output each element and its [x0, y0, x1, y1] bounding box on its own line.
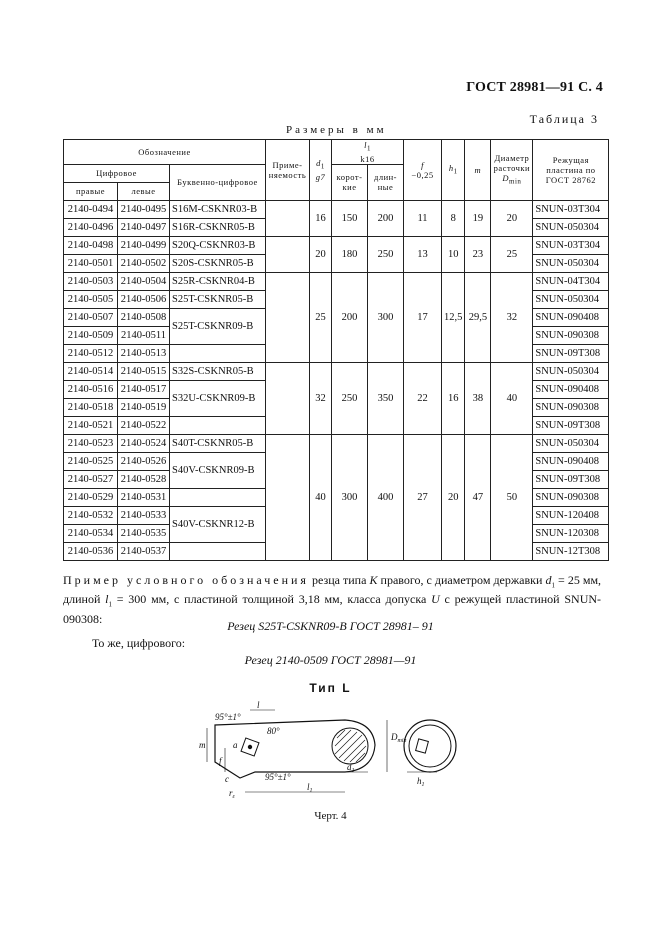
cell-dmin: 50 — [491, 434, 533, 560]
shank-section — [332, 728, 368, 764]
cell-right-code: 2140-0534 — [64, 524, 118, 542]
table-body — [64, 200, 609, 560]
label-l: l — [257, 700, 260, 710]
cell-h1: 12,5 — [442, 272, 465, 362]
header-plastina: Режущая пластина по ГОСТ 28762 — [533, 140, 609, 201]
cell-short: 250 — [332, 362, 368, 434]
example-designation-alpha: Резец S25T-CSKNR09-B ГОСТ 28981– 91 — [227, 619, 434, 633]
cell-insert: SNUN-050304 — [533, 434, 609, 452]
cell-h1: 16 — [442, 362, 465, 434]
cell-short: 200 — [332, 272, 368, 362]
table-row — [64, 434, 609, 452]
cell-left-code: 2140-0526 — [118, 452, 170, 470]
header-bukvenno: Буквенно-цифровое — [170, 164, 266, 200]
header-oboznachenie: Обозначение — [64, 140, 266, 165]
header-levye: левые — [118, 182, 170, 200]
cell-insert: SNUN-090308 — [533, 398, 609, 416]
cell-alpha-code: S25R-CSKNR04-B — [170, 272, 266, 290]
cell-left-code: 2140-0497 — [118, 218, 170, 236]
figure-title: Тип L — [309, 681, 352, 695]
cell-insert: SNUN-09T308 — [533, 416, 609, 434]
label-angle-80: 80° — [267, 726, 280, 736]
cell-right-code: 2140-0507 — [64, 308, 118, 326]
label-h1: $h_1$ — [417, 776, 425, 788]
cell-insert: SNUN-090408 — [533, 308, 609, 326]
cell-right-code: 2140-0532 — [64, 506, 118, 524]
cell-alpha-code: S20Q-CSKNR03-B — [170, 236, 266, 254]
bore-insert — [416, 739, 429, 753]
cell-insert: SNUN-03T304 — [533, 200, 609, 218]
cell-f: 11 — [404, 200, 442, 236]
header-m: m — [465, 140, 491, 201]
cell-insert: SNUN-120308 — [533, 524, 609, 542]
header-tsifrovoe: Цифровое — [64, 164, 170, 182]
cell-m: 29,5 — [465, 272, 491, 362]
cell-right-code: 2140-0512 — [64, 344, 118, 362]
cell-f: 27 — [404, 434, 442, 560]
cell-short: 150 — [332, 200, 368, 236]
cell-left-code: 2140-0504 — [118, 272, 170, 290]
example-paragraph: Пример условного обозначения резца типа K правого, с диаметром державки $d_1 = 25$ мм, длиной $l_1 = 300$ мм, с пластиной толщиной 3,18 мм, класса допуска U с режущей пластиной SNUN-090308: — [63, 573, 602, 626]
cell-alpha-code: S25T-CSKNR05-B — [170, 290, 266, 308]
cell-applicability — [266, 434, 310, 560]
cell-left-code: 2140-0535 — [118, 524, 170, 542]
cell-short: 180 — [332, 236, 368, 272]
cell-m: 38 — [465, 362, 491, 434]
label-f: f — [219, 756, 222, 766]
cell-applicability — [266, 236, 310, 272]
cell-right-code: 2140-0516 — [64, 380, 118, 398]
cell-right-code: 2140-0494 — [64, 200, 118, 218]
cell-left-code: 2140-0537 — [118, 542, 170, 560]
label-angle-bottom: 95°±1° — [265, 772, 291, 782]
bore-inner — [409, 725, 451, 767]
cell-right-code: 2140-0496 — [64, 218, 118, 236]
figure-caption: Черт. 4 — [314, 810, 347, 822]
example-same-digital: То же, цифрового: — [92, 636, 186, 650]
cell-left-code: 2140-0522 — [118, 416, 170, 434]
cell-long: 300 — [368, 272, 404, 362]
cell-insert: SNUN-050304 — [533, 290, 609, 308]
cell-left-code: 2140-0506 — [118, 290, 170, 308]
table-row — [64, 272, 609, 290]
cell-d1: 40 — [310, 434, 332, 560]
cell-alpha-code: S16M-CSKNR03-B — [170, 200, 266, 218]
cell-insert: SNUN-12T308 — [533, 542, 609, 560]
cell-short: 300 — [332, 434, 368, 560]
cell-right-code: 2140-0509 — [64, 326, 118, 344]
cell-insert: SNUN-09T308 — [533, 470, 609, 488]
cell-alpha-code: S40V-CSKNR12-B — [170, 506, 266, 542]
table-row — [64, 200, 609, 218]
cell-d1: 32 — [310, 362, 332, 434]
cell-h1: 10 — [442, 236, 465, 272]
cell-h1: 20 — [442, 434, 465, 560]
label-m: m — [199, 740, 206, 750]
cell-left-code: 2140-0524 — [118, 434, 170, 452]
cell-alpha-code: S20S-CSKNR05-B — [170, 254, 266, 272]
cell-d1: 25 — [310, 272, 332, 362]
cell-right-code: 2140-0525 — [64, 452, 118, 470]
cell-dmin: 25 — [491, 236, 533, 272]
cell-alpha-code: S32U-CSKNR09-B — [170, 380, 266, 416]
cell-left-code: 2140-0502 — [118, 254, 170, 272]
cell-alpha-code: S25T-CSKNR09-B — [170, 308, 266, 344]
cell-m: 47 — [465, 434, 491, 560]
example-designation-digital: Резец 2140-0509 ГОСТ 28981—91 — [244, 653, 417, 667]
cell-long: 400 — [368, 434, 404, 560]
header-h1: $h_1$ — [442, 140, 465, 201]
label-re: $r_\varepsilon$ — [229, 788, 235, 800]
tool-drawing — [195, 700, 465, 800]
cell-d1: 16 — [310, 200, 332, 236]
header-korotkie: корот-кие — [332, 164, 368, 200]
cell-insert: SNUN-03T304 — [533, 236, 609, 254]
cell-right-code: 2140-0527 — [64, 470, 118, 488]
cell-insert: SNUN-090408 — [533, 380, 609, 398]
header-pravye: правые — [64, 182, 118, 200]
label-a: a — [233, 740, 238, 750]
cell-insert: SNUN-090408 — [533, 452, 609, 470]
section-hatch — [335, 730, 366, 762]
cell-left-code: 2140-0533 — [118, 506, 170, 524]
header-dmin: Диаметр расточки $D_{min}$ — [491, 140, 533, 201]
cell-long: 200 — [368, 200, 404, 236]
cell-right-code: 2140-0523 — [64, 434, 118, 452]
cell-insert: SNUN-120408 — [533, 506, 609, 524]
cell-insert: SNUN-090308 — [533, 488, 609, 506]
cell-left-code: 2140-0499 — [118, 236, 170, 254]
header-l1: $l_1$ k16 — [332, 140, 404, 165]
cell-m: 23 — [465, 236, 491, 272]
cell-alpha-code — [170, 344, 266, 362]
table-label: Таблица 3 — [529, 112, 599, 126]
cell-h1: 8 — [442, 200, 465, 236]
cell-right-code: 2140-0505 — [64, 290, 118, 308]
cell-alpha-code: S40T-CSKNR05-B — [170, 434, 266, 452]
cell-left-code: 2140-0528 — [118, 470, 170, 488]
cell-alpha-code — [170, 542, 266, 560]
cell-applicability — [266, 362, 310, 434]
cell-insert: SNUN-04T304 — [533, 272, 609, 290]
cell-right-code: 2140-0536 — [64, 542, 118, 560]
cell-dmin: 40 — [491, 362, 533, 434]
cell-f: 13 — [404, 236, 442, 272]
cell-left-code: 2140-0519 — [118, 398, 170, 416]
cell-right-code: 2140-0503 — [64, 272, 118, 290]
cell-alpha-code: S16R-CSKNR05-B — [170, 218, 266, 236]
cell-applicability — [266, 200, 310, 236]
cell-right-code: 2140-0521 — [64, 416, 118, 434]
label-l1: $l_1$ — [307, 782, 313, 794]
cell-left-code: 2140-0495 — [118, 200, 170, 218]
cell-alpha-code: S32S-CSKNR05-B — [170, 362, 266, 380]
label-dmin: $D_{min}$ — [391, 732, 407, 744]
cell-left-code: 2140-0511 — [118, 326, 170, 344]
header-d1: $d_1$ g7 — [310, 140, 332, 201]
cell-left-code: 2140-0531 — [118, 488, 170, 506]
cell-dmin: 32 — [491, 272, 533, 362]
cell-right-code: 2140-0501 — [64, 254, 118, 272]
cell-long: 350 — [368, 362, 404, 434]
label-angle-top: 95°±1° — [215, 712, 241, 722]
cell-f: 17 — [404, 272, 442, 362]
table-row — [64, 362, 609, 380]
cell-applicability — [266, 272, 310, 362]
cell-insert: SNUN-09T308 — [533, 344, 609, 362]
cell-alpha-code: S40V-CSKNR09-B — [170, 452, 266, 488]
dims-label: Размеры в мм — [286, 124, 387, 136]
cell-left-code: 2140-0508 — [118, 308, 170, 326]
cell-right-code: 2140-0514 — [64, 362, 118, 380]
dimensions-table — [63, 139, 609, 561]
cell-insert: SNUN-050304 — [533, 254, 609, 272]
cell-dmin: 20 — [491, 200, 533, 236]
cell-right-code: 2140-0498 — [64, 236, 118, 254]
cell-insert: SNUN-050304 — [533, 218, 609, 236]
page-header: ГОСТ 28981—91 С. 4 — [466, 80, 603, 95]
cell-d1: 20 — [310, 236, 332, 272]
cell-insert: SNUN-050304 — [533, 362, 609, 380]
label-c: c — [225, 774, 229, 784]
header-primenyaemost: Приме-няемость — [266, 140, 310, 201]
header-f: f −0,25 — [404, 140, 442, 201]
cell-right-code: 2140-0518 — [64, 398, 118, 416]
cell-long: 250 — [368, 236, 404, 272]
label-d1: $d_1$ — [347, 762, 355, 774]
cell-f: 22 — [404, 362, 442, 434]
cell-left-code: 2140-0517 — [118, 380, 170, 398]
insert-screw — [248, 745, 252, 749]
cell-insert: SNUN-090308 — [533, 326, 609, 344]
cell-left-code: 2140-0515 — [118, 362, 170, 380]
cell-alpha-code — [170, 416, 266, 434]
cell-right-code: 2140-0529 — [64, 488, 118, 506]
cell-alpha-code — [170, 488, 266, 506]
header-dlinnye: длин-ные — [368, 164, 404, 200]
bore-outer — [404, 720, 456, 772]
cell-left-code: 2140-0513 — [118, 344, 170, 362]
table-row — [64, 236, 609, 254]
cell-m: 19 — [465, 200, 491, 236]
